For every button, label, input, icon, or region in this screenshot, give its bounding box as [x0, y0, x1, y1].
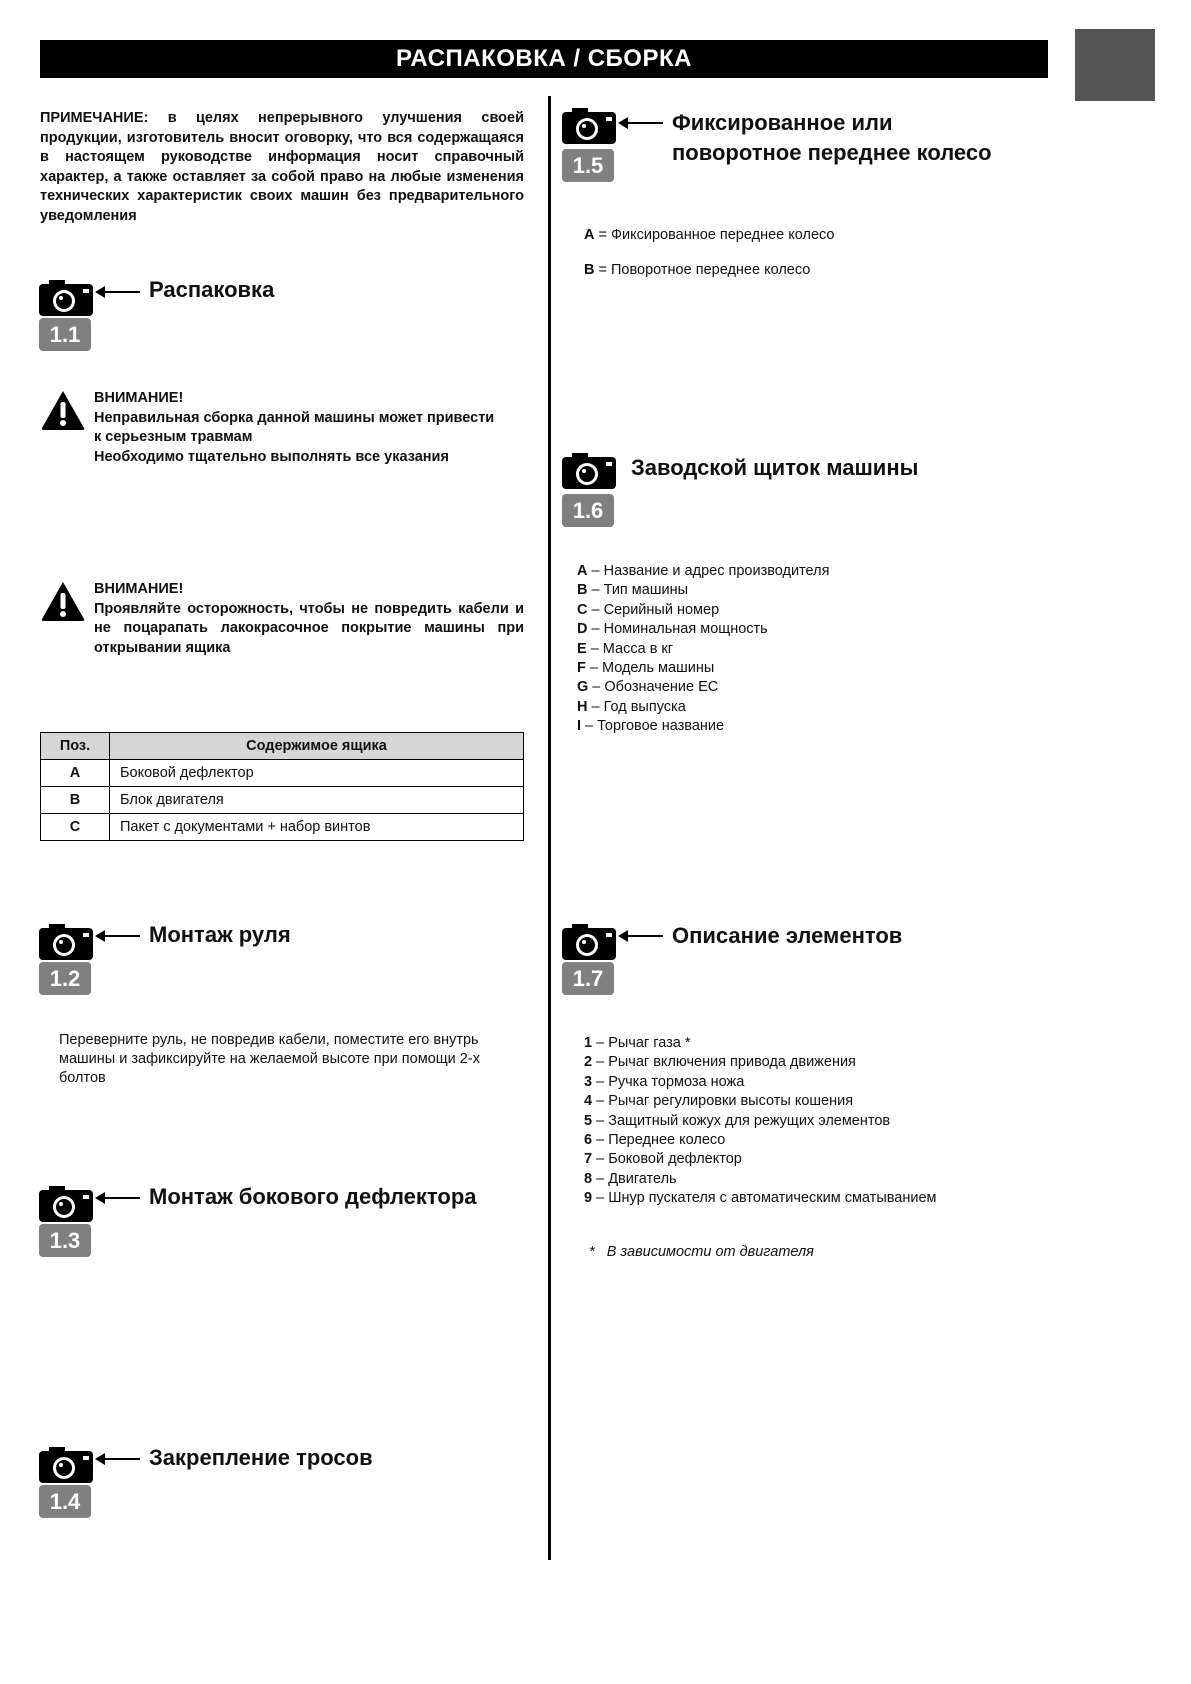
list-item: F – Модель машины	[577, 660, 715, 677]
row-item: Блок двигателя	[110, 787, 524, 814]
note-label: ПРИМЕЧАНИЕ:	[40, 110, 149, 126]
list-item: B – Тип машины	[577, 582, 689, 599]
row-item: Пакет с документами + набор винтов	[110, 814, 524, 841]
section-title-unpacking: Распаковка	[149, 277, 275, 302]
list-item: I – Торговое название	[577, 718, 725, 735]
warning-heading: ВНИМАНИЕ!	[94, 581, 184, 597]
list-item: 2 – Рычаг включения привода движения	[584, 1054, 856, 1071]
warning-heading: ВНИМАНИЕ!	[94, 390, 184, 406]
components-legend	[584, 1034, 936, 1209]
column-header-contents: Содержимое ящика	[110, 733, 524, 760]
section-title-nameplate: Заводской щиток машины	[631, 455, 919, 480]
arrow-left-icon	[95, 1191, 140, 1205]
section-title-cables: Закрепление тросов	[149, 1445, 373, 1470]
figure-badge-1-2: 1.2	[39, 962, 91, 995]
camera-icon	[39, 1447, 93, 1483]
column-header-pos: Поз.	[41, 733, 110, 760]
page-title: РАСПАКОВКА / СБОРКА	[396, 45, 692, 72]
arrow-left-icon	[618, 116, 663, 130]
table-header-row	[41, 733, 524, 760]
list-item: 7 – Боковой дефлектор	[584, 1151, 742, 1168]
section-title-line: поворотное переднее колесо	[672, 140, 992, 165]
list-item: C – Серийный номер	[577, 601, 720, 618]
nameplate-legend	[577, 562, 829, 737]
warning-text	[94, 389, 524, 467]
section-title-front-wheel	[672, 108, 992, 168]
section-title-side-deflector: Монтаж бокового дефлектора	[149, 1184, 477, 1209]
camera-icon	[562, 108, 616, 144]
camera-icon	[562, 453, 616, 489]
table-row	[41, 814, 524, 841]
table-row	[41, 760, 524, 787]
list-item: 6 – Переднее колесо	[584, 1132, 726, 1149]
list-item: 8 – Двигатель	[584, 1170, 677, 1187]
warning-block-assembly	[40, 389, 530, 465]
warning-line: Неправильная сборка данной машины может привести	[94, 409, 495, 426]
list-item: A = Фиксированное переднее колесо	[584, 227, 835, 243]
camera-icon	[39, 1186, 93, 1222]
arrow-left-icon	[618, 929, 663, 943]
section-title-components: Описание элементов	[672, 923, 903, 948]
list-item: 5 – Защитный кожух для режущих элементов	[584, 1112, 891, 1129]
list-item: G – Обозначение ЕС	[577, 679, 719, 696]
handlebar-instructions: Переверните руль, не повредив кабели, поместите его внутрь машины и зафиксируйте на желаемой высоте при помощи 2-х болтов	[59, 1032, 480, 1086]
list-item: 1 – Рычаг газа *	[584, 1035, 691, 1051]
list-item: A – Название и адрес производителя	[577, 563, 830, 579]
arrow-left-icon	[95, 285, 140, 299]
list-item: 4 – Рычаг регулировки высоты кошения	[584, 1093, 854, 1110]
figure-badge-1-4: 1.4	[39, 1485, 91, 1518]
disclaimer-note	[40, 109, 524, 226]
figure-badge-1-6: 1.6	[562, 494, 614, 527]
row-item: Боковой дефлектор	[110, 760, 524, 787]
page-header	[40, 40, 1048, 78]
table-row	[41, 787, 524, 814]
chapter-tab-marker	[1075, 29, 1155, 101]
list-item: B = Поворотное переднее колесо	[584, 262, 811, 278]
arrow-left-icon	[95, 929, 140, 943]
wheel-legend	[584, 218, 835, 288]
warning-text	[94, 580, 524, 658]
warning-block-care	[40, 580, 530, 656]
figure-badge-1-5: 1.5	[562, 149, 614, 182]
warning-line: Необходимо тщательно выполнять все указания	[94, 448, 449, 465]
warning-triangle-icon	[40, 389, 86, 431]
list-item: 9 – Шнур пускателя с автоматическим сматыванием	[584, 1190, 937, 1207]
camera-icon	[562, 924, 616, 960]
arrow-left-icon	[95, 1452, 140, 1466]
warning-triangle-icon	[40, 580, 86, 622]
note-text: в целях непрерывного улучшения своей продукции, изготовитель вносит оговорку, что вся содержащаяся в настоящем руководстве информация носит справочный характер, а также оставляет за собой право на любые изменения технических характеристик своих машин без предварительного уведомления	[40, 110, 524, 224]
row-pos: C	[41, 814, 110, 841]
column-divider	[548, 96, 551, 1560]
row-pos: A	[41, 760, 110, 787]
box-contents-table	[40, 732, 524, 841]
list-item: E – Масса в кг	[577, 640, 674, 657]
figure-badge-1-3: 1.3	[39, 1224, 91, 1257]
camera-icon	[39, 280, 93, 316]
list-item: D – Номинальная мощность	[577, 621, 768, 638]
list-item: 3 – Ручка тормоза ножа	[584, 1073, 745, 1090]
list-item: H – Год выпуска	[577, 698, 686, 715]
section-title-line: Фиксированное или	[672, 110, 893, 135]
footnote: * В зависимости от двигателя	[589, 1244, 814, 1260]
figure-badge-1-7: 1.7	[562, 962, 614, 995]
camera-icon	[39, 924, 93, 960]
figure-badge-1-1: 1.1	[39, 318, 91, 351]
warning-line: к серьезным травмам	[94, 429, 253, 445]
row-pos: B	[41, 787, 110, 814]
warning-body: Проявляйте осторожность, чтобы не повредить кабели и не поцарапать лакокрасочное покрытие машины при открывании ящика	[94, 600, 524, 656]
section-title-handlebar: Монтаж руля	[149, 922, 291, 947]
